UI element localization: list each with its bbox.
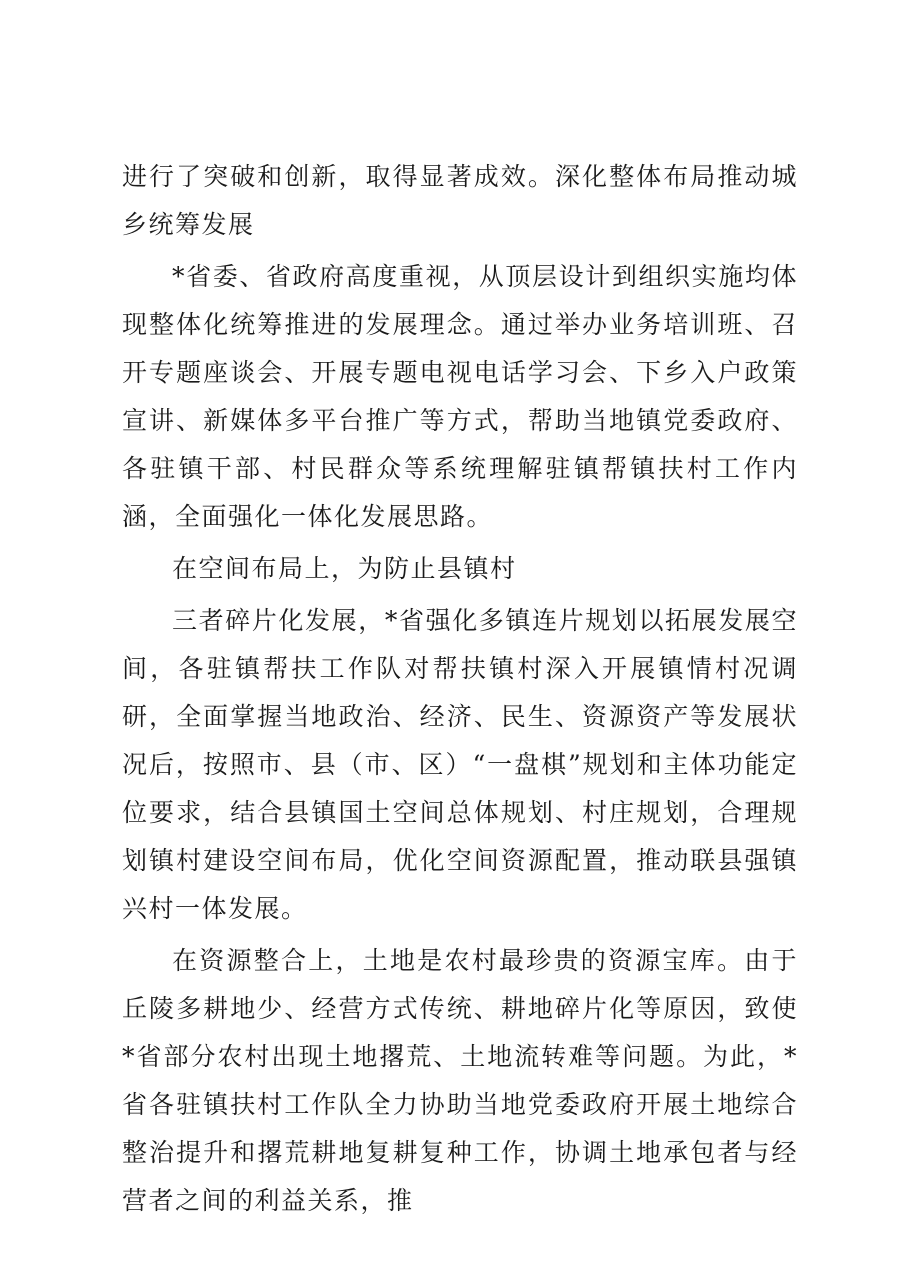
paragraph-1: 进行了突破和创新，取得显著成效。深化整体布局推动城乡统筹发展 [122,162,798,239]
paragraph-3: 在空间布局上，为防止县镇村 [172,554,517,583]
paragraph-2: *省委、省政府高度重视，从顶层设计到组织实施均体现整体化统筹推进的发展理念。通过举办业务培训班、召开专题座谈会、开展专题电视电话学习会、下乡入户政策宣讲、新媒体多平台推广等方式，帮助当地镇党委政府、各驻镇干部、村民群众等系统理解驻镇帮镇扶村工作内涵，全面强化一体化发展思路。 [122,262,798,531]
paragraph-4: 三者碎片化发展，*省强化多镇连片规划以拓展发展空间，各驻镇帮扶工作队对帮扶镇村深入开展镇情村况调研，全面掌握当地政治、经济、民生、资源资产等发展状况后，按照市、县（市、区）“一盘棋”规划和主体功能定位要求，结合县镇国土空间总体规划、村庄规划，合理规划镇村建设空间布局，优化空间资源配置，推动联县强镇兴村一体发展。 [122,606,798,923]
document-body [122,153,798,1229]
paragraph-5: 在资源整合上，土地是农村最珍贵的资源宝库。由于丘陵多耕地少、经营方式传统、耕地碎片化等原因，致使*省部分农村出现土地撂荒、土地流转难等问题。为此，*省各驻镇扶村工作队全力协助当地党委政府开展土地综合整治提升和撂荒耕地复耕复种工作，协调土地承包者与经营者之间的利益关系，推 [122,946,798,1215]
